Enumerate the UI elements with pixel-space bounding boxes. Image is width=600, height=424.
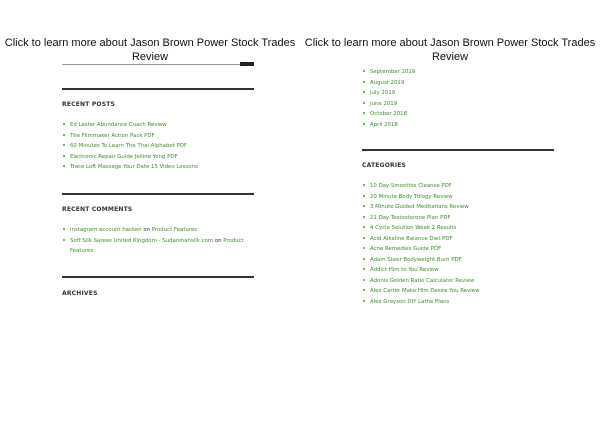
archive-item[interactable]: October 2018: [362, 109, 415, 120]
category-item[interactable]: Addict Him to You Review: [362, 265, 480, 276]
category-item[interactable]: 20 Minute Body Trilogy Review: [362, 192, 480, 203]
category-item[interactable]: Alex Grayson DIY Lathe Plans: [362, 297, 480, 308]
comment-author[interactable]: instagram account hacken: [70, 227, 142, 233]
archive-item[interactable]: April 2018: [362, 120, 415, 131]
archive-item[interactable]: June 2019: [362, 99, 415, 110]
right-page: [300, 0, 600, 424]
divider-recent-posts: [62, 88, 254, 90]
archives-heading: ARCHIVES: [62, 290, 98, 297]
comment-on: on: [214, 237, 222, 244]
top-rule: [62, 64, 254, 65]
archives-list: [362, 67, 415, 130]
divider-recent-comments: [62, 193, 254, 195]
comment-on: on: [143, 227, 151, 233]
recent-comments-list: [62, 225, 254, 257]
caption-link-right[interactable]: Click to learn more about Jason Brown Power Stock Trades Review: [304, 37, 596, 63]
divider-archives: [62, 276, 254, 278]
recent-comments-heading: RECENT COMMENTS: [62, 206, 133, 213]
comment-item: [62, 236, 254, 257]
category-item[interactable]: 10 Day Smoothie Cleanse PDF: [362, 181, 480, 192]
comment-post[interactable]: Product Features: [151, 227, 198, 233]
category-item[interactable]: 4 Cycle Solution Week 2 Results: [362, 223, 480, 234]
recent-post-item[interactable]: The Filmmaker Action Pack PDF: [62, 131, 198, 142]
divider-categories: [362, 149, 554, 151]
search-submit-block[interactable]: [240, 62, 254, 66]
category-item[interactable]: Adonis Golden Ratio Calculator Review: [362, 276, 480, 287]
recent-posts-list: [62, 120, 198, 173]
category-item[interactable]: Acne Remedies Guide PDF: [362, 244, 480, 255]
archive-item[interactable]: July 2019: [362, 88, 415, 99]
categories-list: [362, 181, 480, 307]
category-item[interactable]: 21 Day Testosterone Plan PDF: [362, 213, 480, 224]
comment-post[interactable]: Product Features: [70, 237, 244, 254]
archive-item[interactable]: September 2019: [362, 67, 415, 78]
recent-post-item[interactable]: Trace Loft Massage Your Date 15 Video Lessons: [62, 162, 198, 173]
archive-item[interactable]: August 2019: [362, 78, 415, 89]
category-item[interactable]: Acid Alkaline Balance Diet PDF: [362, 234, 480, 245]
comment-author[interactable]: Soft Silk Sarees United Kingdom - Sudarshansilk.com: [70, 237, 214, 244]
recent-post-item[interactable]: Ed Lester Abundance Coach Review: [62, 120, 198, 131]
caption-link-left[interactable]: Click to learn more about Jason Brown Power Stock Trades Review: [4, 37, 296, 63]
comment-item: [62, 225, 254, 236]
categories-heading: CATEGORIES: [362, 162, 407, 169]
category-item[interactable]: 3 Minute Guided Meditations Review: [362, 202, 480, 213]
recent-post-item[interactable]: Electronic Repair Guide Jeiline Yong PDF: [62, 152, 198, 163]
category-item[interactable]: Adam Steer Bodyweight Burn PDF: [362, 255, 480, 266]
category-item[interactable]: Alex Carter Make Him Desire You Review: [362, 286, 480, 297]
recent-post-item[interactable]: 60 Minutes To Learn The Thai Alphabet PDF: [62, 141, 198, 152]
recent-posts-heading: RECENT POSTS: [62, 101, 116, 108]
